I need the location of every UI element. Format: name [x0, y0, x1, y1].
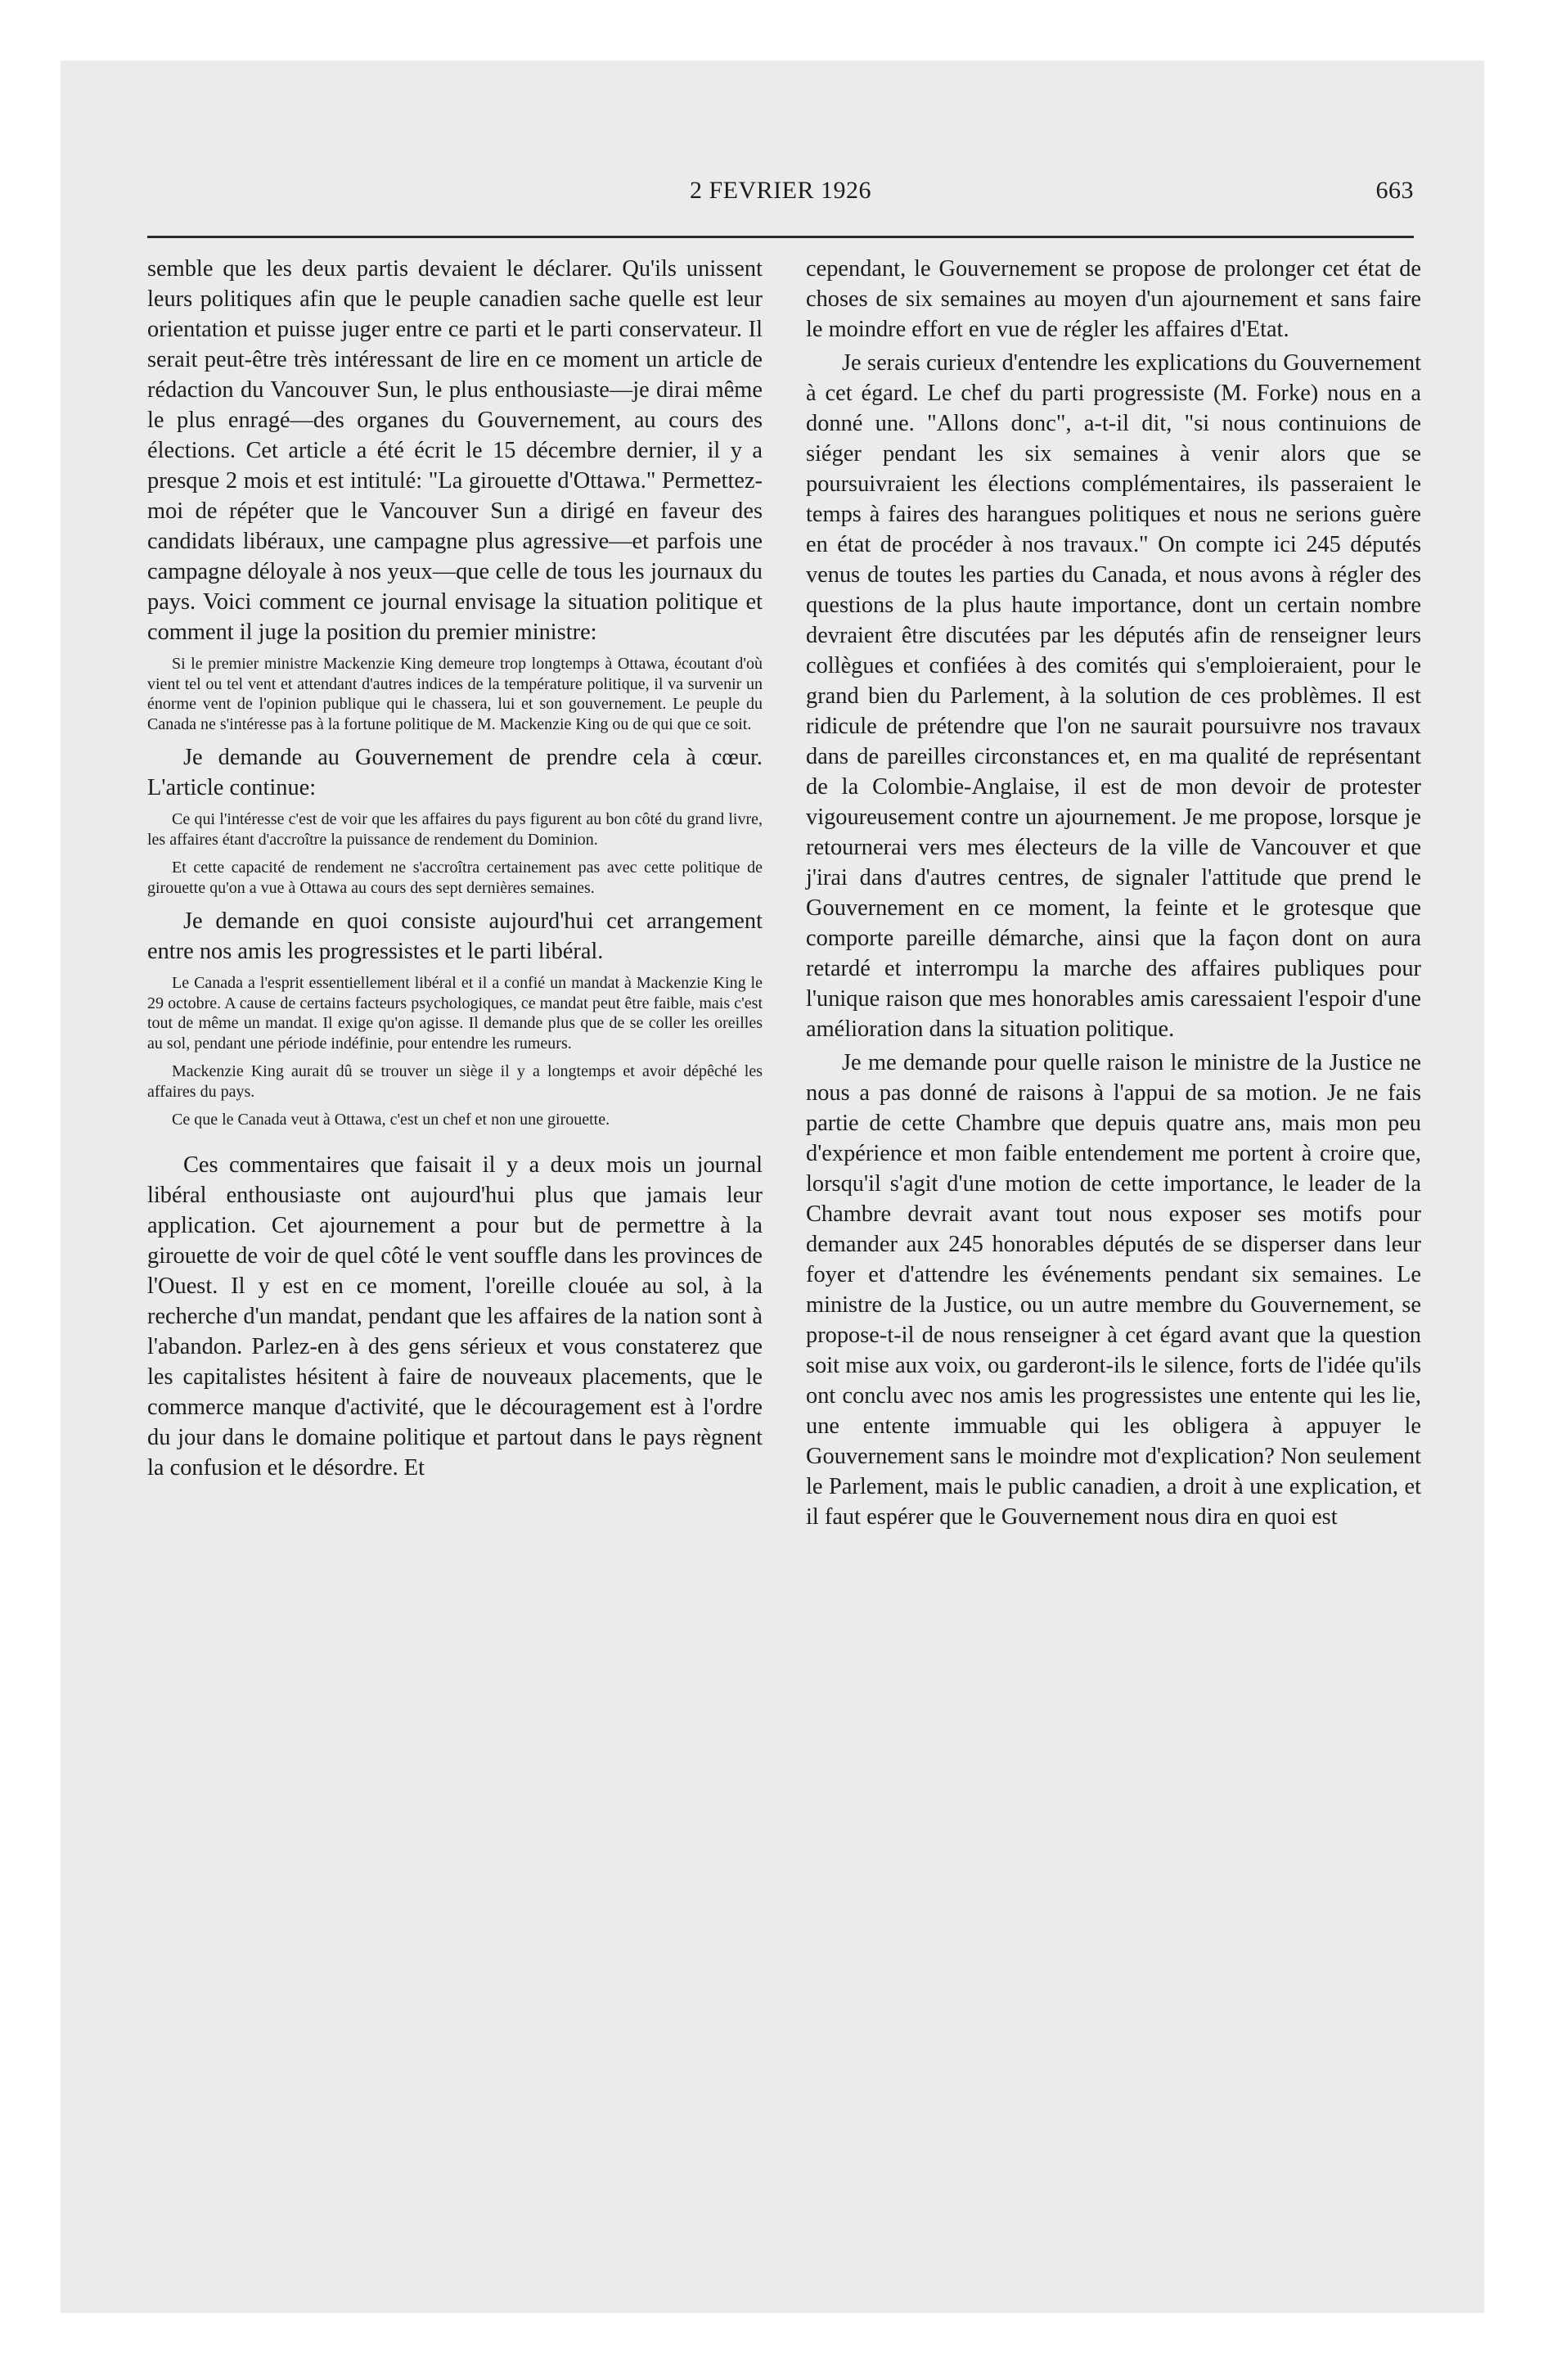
- paragraph: Je me demande pour quelle raison le ministre de la Justice ne nous a pas donné de raisons à l'appui de sa motion. Je ne fais partie de cette Chambre que depuis quatre ans, mais mon peu d'expérience et mon faible entendement me portent à croire que, lorsqu'il s'agit d'une motion de cette importance, le leader de la Chambre devrait avant tout nous exposer ses motifs pour demander aux 245 honorables députés de se disperser dans leur foyer et d'attendre les événements pendant six semaines. Le ministre de la Justice, ou un autre membre du Gouvernement, se propose-t-il de nous renseigner à cet égard avant que la question soit mise aux voix, ou garderont-ils le silence, forts de l'idée qu'ils ont conclu avec nos amis les progressistes une entente qui les lie, une entente immuable qui les obligera à appuyer le Gouvernement sans le moindre mot d'explication? Non seulement le Parlement, mais le public canadien, a droit à une explication, et il faut espérer que le Gouvernement nous dira en quoi est: [806, 1050, 1421, 1530]
- quoted-passage: Mackenzie King aurait dû se trouver un siège il y a longtemps et avoir dépêché les affaires du pays.: [147, 1062, 763, 1101]
- left-column: [147, 254, 763, 1483]
- quoted-passage: Ce que le Canada veut à Ottawa, c'est un chef et non une girouette.: [172, 1111, 610, 1129]
- paragraph: Ces commentaires que faisait il y a deux mois un journal libéral enthousiaste ont aujourd'hui plus que jamais leur application. Cet ajournement a pour but de permettre à la girouette de voir de quel côté le vent souffle dans les provinces de l'Ouest. Il y est en ce moment, l'oreille clouée au sol, à la recherche d'un mandat, pendant que les affaires de la nation sont à l'abandon. Parlez-en à des gens sérieux et vous constaterez que les capitalistes hésitent à faire de nouveaux placements, que le commerce manque d'activité, que le découragement est à l'ordre du jour dans le domaine politique et partout dans le pays règnent la confusion et le désordre. Et: [147, 1152, 763, 1481]
- quoted-passage: Et cette capacité de rendement ne s'accroîtra certainement pas avec cette politique de girouette qu'on a vue à Ottawa au cours des sept dernières semaines.: [147, 859, 763, 897]
- right-column: [806, 254, 1421, 1532]
- paragraph: Je demande en quoi consiste aujourd'hui cet arrangement entre nos amis les progressistes et le parti libéral.: [147, 908, 763, 964]
- quoted-passage: Ce qui l'intéresse c'est de voir que les affaires du pays figurent au bon côté du grand livre, les affaires étant d'accroître la puissance de rendement du Dominion.: [147, 810, 763, 849]
- paragraph: cependant, le Gouvernement se propose de prolonger cet état de choses de six semaines au moyen d'un ajournement et sans faire le moindre effort en vue de régler les affaires d'Etat.: [806, 256, 1421, 342]
- header-date: 2 FEVRIER 1926: [689, 177, 871, 204]
- paragraph: Je serais curieux d'entendre les explications du Gouvernement à cet égard. Le chef du parti progressiste (M. Forke) nous en a donné une. "Allons donc", a-t-il dit, "si nous continuions de siéger pendant les six semaines à venir alors que se poursuivraient les élections complémentaires, ils passeraient le temps à faires des harangues politiques et nous ne serions guère en état de procéder à nos travaux." On compte ici 245 députés venus de toutes les parties du Canada, et nous avons à régler des questions de la plus haute importance, dont un certain nombre devraient être discutées par les députés afin de renseigner leurs collègues et confiées à des comités qui s'emploieraient, pour le grand bien du Parlement, à la solution de ces problèmes. Il est ridicule de prétendre que l'on ne saurait poursuivre nos travaux dans de pareilles circonstances et, en ma qualité de représentant de la Colombie-Anglaise, il est de mon devoir de protester vigoureusement contre un ajournement. Je me propose, lorsque je retournerai vers mes électeurs de la ville de Vancouver et que j'irai dans d'autres centres, de signaler l'attitude que prend le Gouvernement en ce moment, la feinte et le grotesque que comporte pareille démarche, ainsi que la façon dont on aura retardé et interrompu la marche des affaires publiques pour l'unique raison que mes honorables amis caressaient l'espoir d'une amélioration dans la situation politique.: [806, 350, 1421, 1042]
- quoted-passage: Si le premier ministre Mackenzie King demeure trop longtemps à Ottawa, écoutant d'où vient tel ou tel vent et attendant d'autres indices de la température politique, il va survenir un énorme vent de l'opinion publique qui le chassera, lui et son gouvernement. Le peuple du Canada ne s'intéresse pas à la fortune politique de M. Mackenzie King ou de qui que ce soit.: [147, 655, 763, 733]
- page-header: [147, 177, 1414, 210]
- paragraph: Je demande au Gouvernement de prendre cela à cœur. L'article continue:: [147, 745, 763, 800]
- paragraph: semble que les deux partis devaient le déclarer. Qu'ils unissent leurs politiques afin que le peuple canadien sache quelle est leur orientation et puisse juger entre ce parti et le parti conservateur. Il serait peut-être très intéressant de lire en ce moment un article de rédaction du Vancouver Sun, le plus enthousiaste—je dirai même le plus enragé—des organes du Gouvernement, au cours des élections. Cet article a été écrit le 15 décembre dernier, il y a presque 2 mois et est intitulé: "La girouette d'Ottawa." Permettez-moi de répéter que le Vancouver Sun a dirigé en faveur des candidats libéraux, une campagne plus agressive—et parfois une campagne déloyale à nos yeux—que celle de tous les journaux du pays. Voici comment ce journal envisage la situation politique et comment il juge la position du premier ministre:: [147, 256, 763, 645]
- page-number: 663: [1375, 177, 1414, 204]
- quoted-passage: Le Canada a l'esprit essentiellement libéral et il a confié un mandat à Mackenzie King le 29 octobre. A cause de certains facteurs psychologiques, ce mandat peut être faible, mais c'est tout de même un mandat. Il exige qu'on agisse. Il demande plus que de se coller les oreilles au sol, pendant une période indéfinie, pour entendre les rumeurs.: [147, 974, 763, 1053]
- header-rule: [147, 236, 1414, 238]
